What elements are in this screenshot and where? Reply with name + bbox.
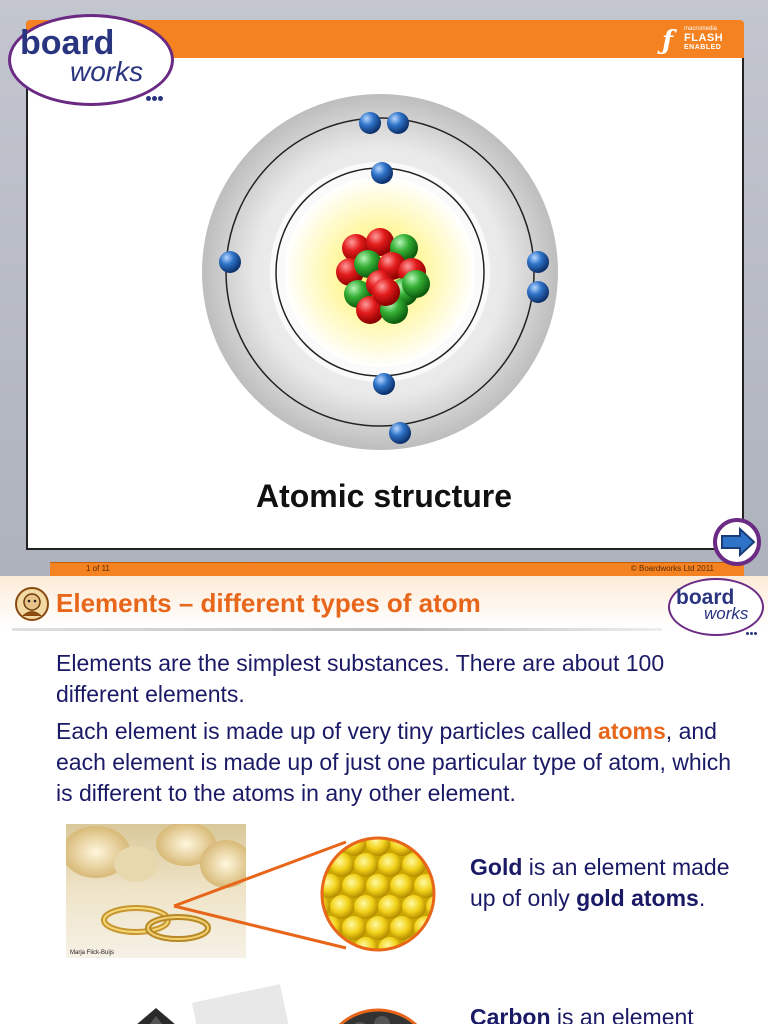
slide-copyright: © Boardworks Ltd 2011 [630, 564, 714, 573]
carbon-photo [96, 982, 296, 1024]
logo-works-text: works [704, 604, 749, 623]
carbon-name: Carbon [470, 1004, 551, 1024]
gold-atoms-term: gold atoms [576, 885, 699, 911]
atoms-keyword: atoms [598, 718, 666, 744]
atom-diagram [190, 88, 570, 456]
flash-badge-small-text: macromedia [684, 26, 718, 32]
flash-enabled-badge [660, 26, 740, 56]
gold-description [470, 852, 750, 914]
slide-footer [50, 562, 744, 576]
logo-board-text: board [676, 586, 735, 609]
gold-description-end: . [698, 885, 706, 911]
carbon-description [470, 1002, 760, 1024]
header-divider [12, 628, 662, 631]
flash-badge-subtitle: ENABLED [684, 44, 722, 51]
flash-badge-title: FLASH [684, 32, 724, 44]
flash-logo-icon: ƒ [662, 26, 674, 56]
scientist-icon [14, 586, 50, 622]
atoms-paragraph-start: Each element is made up of very tiny particles called [56, 718, 599, 744]
boardworks-logo-small [668, 578, 764, 636]
slide-page-number: 1 of 11 [86, 564, 110, 573]
logo-board-text: board [20, 24, 115, 62]
atoms-paragraph-end: , and each element is made up of just one particular type of atom, which is different to the atoms in any other element. [56, 718, 732, 806]
logo-dots-icon [146, 88, 164, 106]
slide-title: Atomic structure [255, 478, 513, 514]
intro-paragraph: Elements are the simplest substances. There are about 100 different elements. [56, 650, 665, 707]
gold-name: Gold [470, 854, 523, 880]
slide-heading: Elements – different types of atom [56, 588, 481, 618]
atoms-paragraph [56, 716, 736, 809]
carbon-description-text: is an element [550, 1004, 694, 1024]
slide-elements [0, 576, 768, 1024]
next-slide-button[interactable] [710, 518, 764, 566]
boardworks-logo [8, 14, 174, 106]
photo-credit: Marja Flick-Buijs [70, 950, 115, 956]
gold-atom-lattice [170, 814, 450, 974]
carbon-atom-zoom [320, 1006, 436, 1024]
gold-description-text: is an element made up of only [470, 854, 730, 911]
logo-works-text: works [70, 56, 144, 87]
logo-dots-icon [746, 622, 758, 640]
